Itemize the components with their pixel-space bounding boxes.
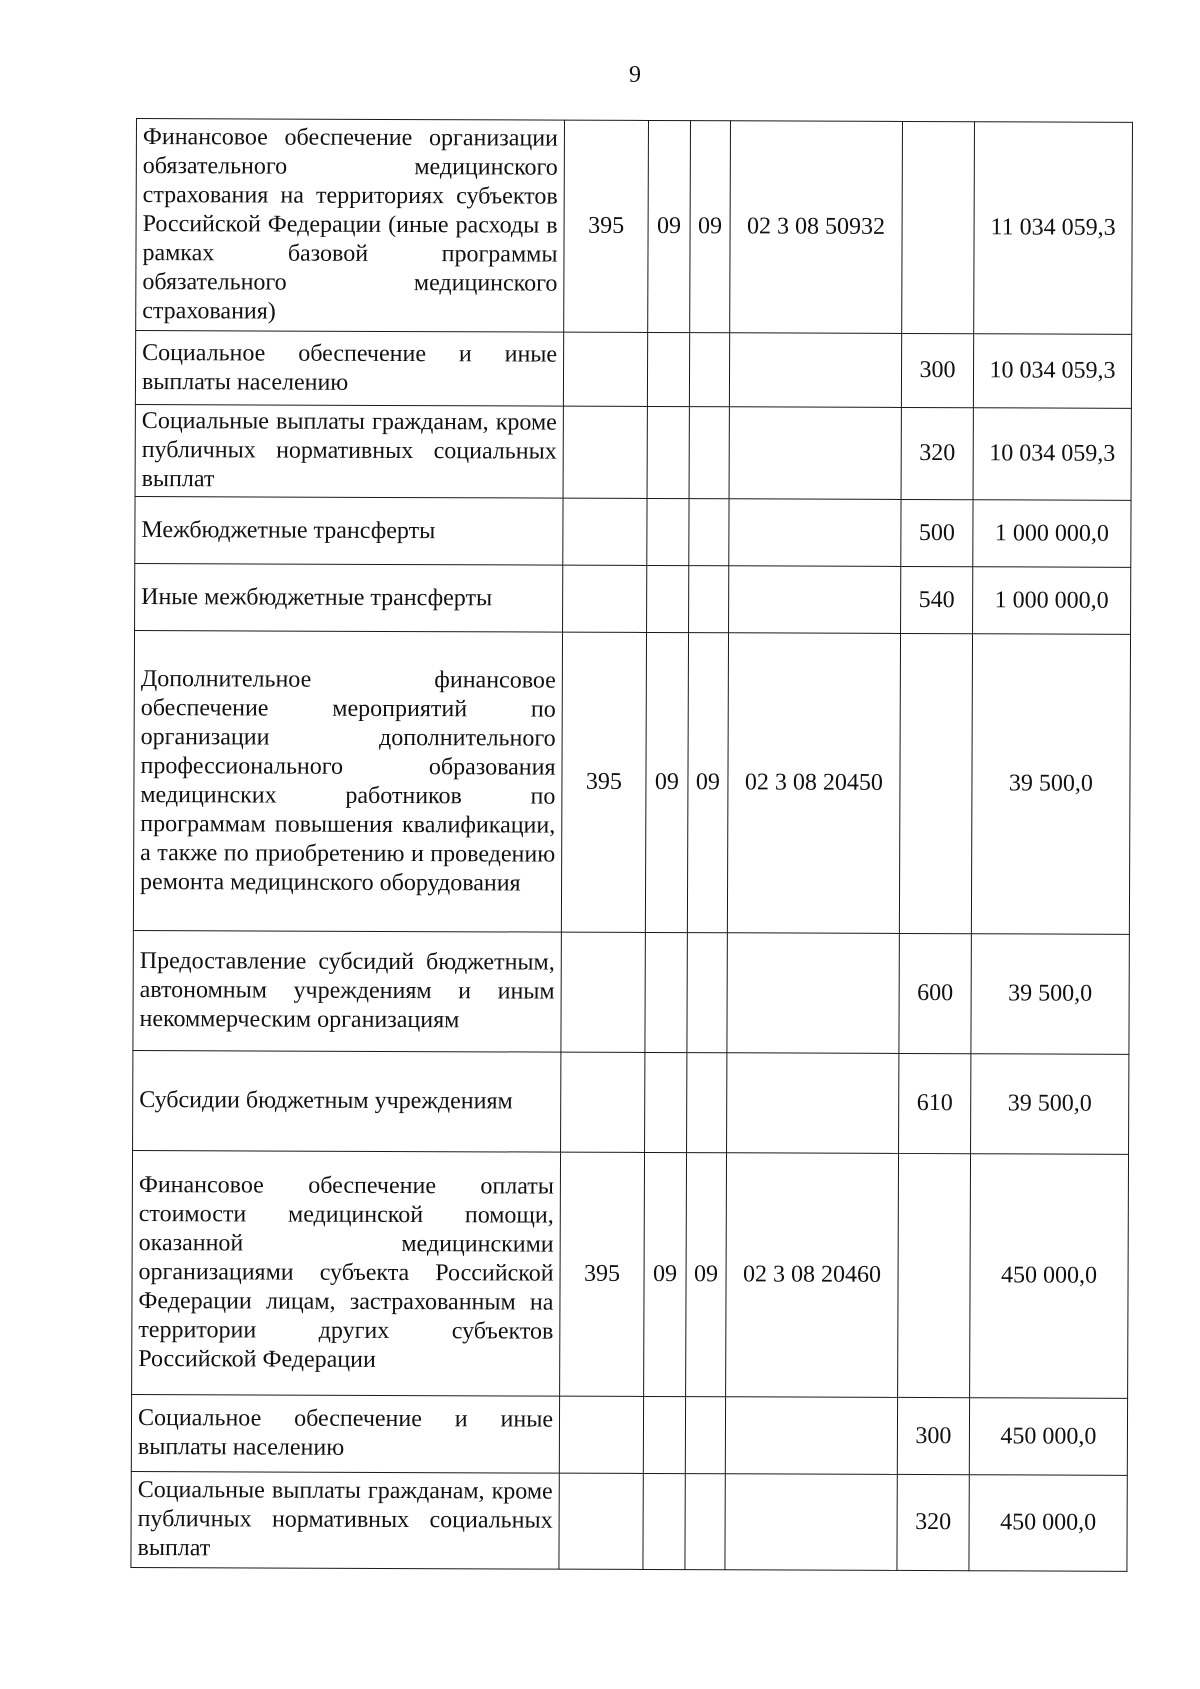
section-code: 09 — [645, 632, 688, 932]
budget-table — [130, 118, 1133, 1572]
target-article-code — [727, 1053, 899, 1154]
row-name: Финансовое обеспечение организации обязательного медицинского страхования на территориях субъектов Российской Федерации (иные расходы в рамках базовой программы обязательного медицинского страхования) — [136, 119, 565, 333]
table-row — [133, 1050, 1129, 1154]
row-name: Дополнительное финансовое обеспечение мероприятий по организации дополнительного профессионального образования медицинских работников по программам повышения квалификации, а также по приобретению и проведению ремонта медицинского оборудования — [133, 630, 562, 932]
expense-type-code — [898, 1153, 971, 1397]
page-number: 9 — [629, 62, 641, 88]
ministry-code: 395 — [560, 1152, 645, 1396]
amount: 1 000 000,0 — [973, 500, 1131, 568]
row-name: Субсидии бюджетным учреждениям — [133, 1050, 561, 1152]
subsection-code — [687, 1053, 727, 1153]
ministry-code — [561, 932, 645, 1052]
ministry-code — [563, 565, 647, 632]
target-article-code — [729, 499, 901, 567]
table-row — [133, 930, 1129, 1054]
target-article-code — [729, 407, 901, 500]
amount: 11 034 059,3 — [974, 122, 1133, 335]
ministry-code — [559, 1473, 643, 1569]
target-article-code — [727, 933, 899, 1054]
subsection-code — [689, 566, 729, 633]
amount: 39 500,0 — [971, 1054, 1129, 1155]
target-article-code — [729, 333, 901, 408]
table-row — [131, 1394, 1127, 1475]
target-article-code — [725, 1397, 897, 1475]
row-name: Финансовое обеспечение оплаты стоимости медицинской помощи, оказанной медицинскими организациями субъекта Российской Федерации лицам, застрахованным на территории других субъектов Российской Федерации — [132, 1150, 561, 1396]
table-row — [136, 119, 1133, 335]
section-code: 09 — [648, 120, 691, 332]
amount: 10 034 059,3 — [973, 408, 1131, 501]
section-code — [647, 332, 689, 406]
section-code — [643, 1473, 685, 1569]
amount: 450 000,0 — [969, 1475, 1127, 1572]
expense-type-code — [902, 121, 975, 333]
row-name: Предоставление субсидий бюджетным, автономным учреждениям и иным некоммерческим организациям — [133, 930, 561, 1052]
section-code — [645, 932, 687, 1052]
subsection-code — [685, 1474, 725, 1570]
row-name: Социальное обеспечение и иные выплаты населению — [135, 331, 563, 407]
expense-type-code: 500 — [901, 499, 973, 566]
expense-type-code: 600 — [899, 933, 971, 1053]
section-code — [645, 1052, 687, 1152]
row-name: Межбюджетные трансферты — [135, 496, 563, 565]
ministry-code: 395 — [561, 632, 646, 932]
subsection-code: 09 — [690, 121, 731, 333]
amount: 10 034 059,3 — [973, 334, 1131, 409]
target-article-code: 02 3 08 20460 — [726, 1153, 899, 1398]
subsection-code — [689, 333, 729, 407]
section-code — [647, 565, 689, 632]
table-row — [135, 496, 1131, 567]
amount: 39 500,0 — [971, 934, 1129, 1055]
ministry-code — [563, 498, 647, 565]
table-row — [135, 404, 1131, 500]
target-article-code: 02 3 08 50932 — [730, 121, 903, 334]
expense-type-code: 320 — [901, 407, 973, 499]
table-row — [135, 331, 1131, 409]
table-row — [132, 1150, 1129, 1398]
expense-type-code — [899, 633, 972, 933]
ministry-code — [559, 1396, 643, 1473]
section-code — [647, 498, 689, 565]
row-name: Социальные выплаты гражданам, кроме публичных нормативных социальных выплат — [131, 1471, 559, 1569]
table-row — [135, 563, 1131, 634]
table-row — [133, 630, 1130, 934]
ministry-code — [563, 332, 647, 406]
expense-type-code: 300 — [897, 1397, 969, 1474]
expense-type-code: 320 — [897, 1474, 969, 1570]
row-name: Социальное обеспечение и иные выплаты населению — [131, 1394, 559, 1473]
section-code — [643, 1396, 685, 1473]
expense-type-code: 300 — [901, 333, 973, 407]
amount: 1 000 000,0 — [973, 567, 1131, 635]
subsection-code: 09 — [687, 633, 728, 933]
target-article-code: 02 3 08 20450 — [727, 633, 900, 934]
section-code: 09 — [644, 1152, 687, 1396]
amount: 450 000,0 — [969, 1398, 1127, 1476]
subsection-code — [685, 1397, 725, 1474]
row-name: Социальные выплаты гражданам, кроме публичных нормативных социальных выплат — [135, 404, 563, 498]
ministry-code — [563, 406, 647, 498]
target-article-code — [729, 566, 901, 634]
row-name: Иные межбюджетные трансферты — [135, 563, 563, 632]
amount: 39 500,0 — [971, 634, 1130, 935]
subsection-code — [689, 499, 729, 566]
expense-type-code: 610 — [899, 1053, 971, 1153]
ministry-code: 395 — [564, 120, 649, 332]
expense-type-code: 540 — [901, 566, 973, 633]
subsection-code — [689, 407, 729, 499]
table-row — [131, 1471, 1127, 1571]
section-code — [647, 406, 689, 498]
target-article-code — [725, 1474, 897, 1571]
subsection-code: 09 — [686, 1153, 727, 1397]
ministry-code — [561, 1052, 645, 1152]
subsection-code — [687, 933, 727, 1053]
amount: 450 000,0 — [970, 1154, 1129, 1399]
